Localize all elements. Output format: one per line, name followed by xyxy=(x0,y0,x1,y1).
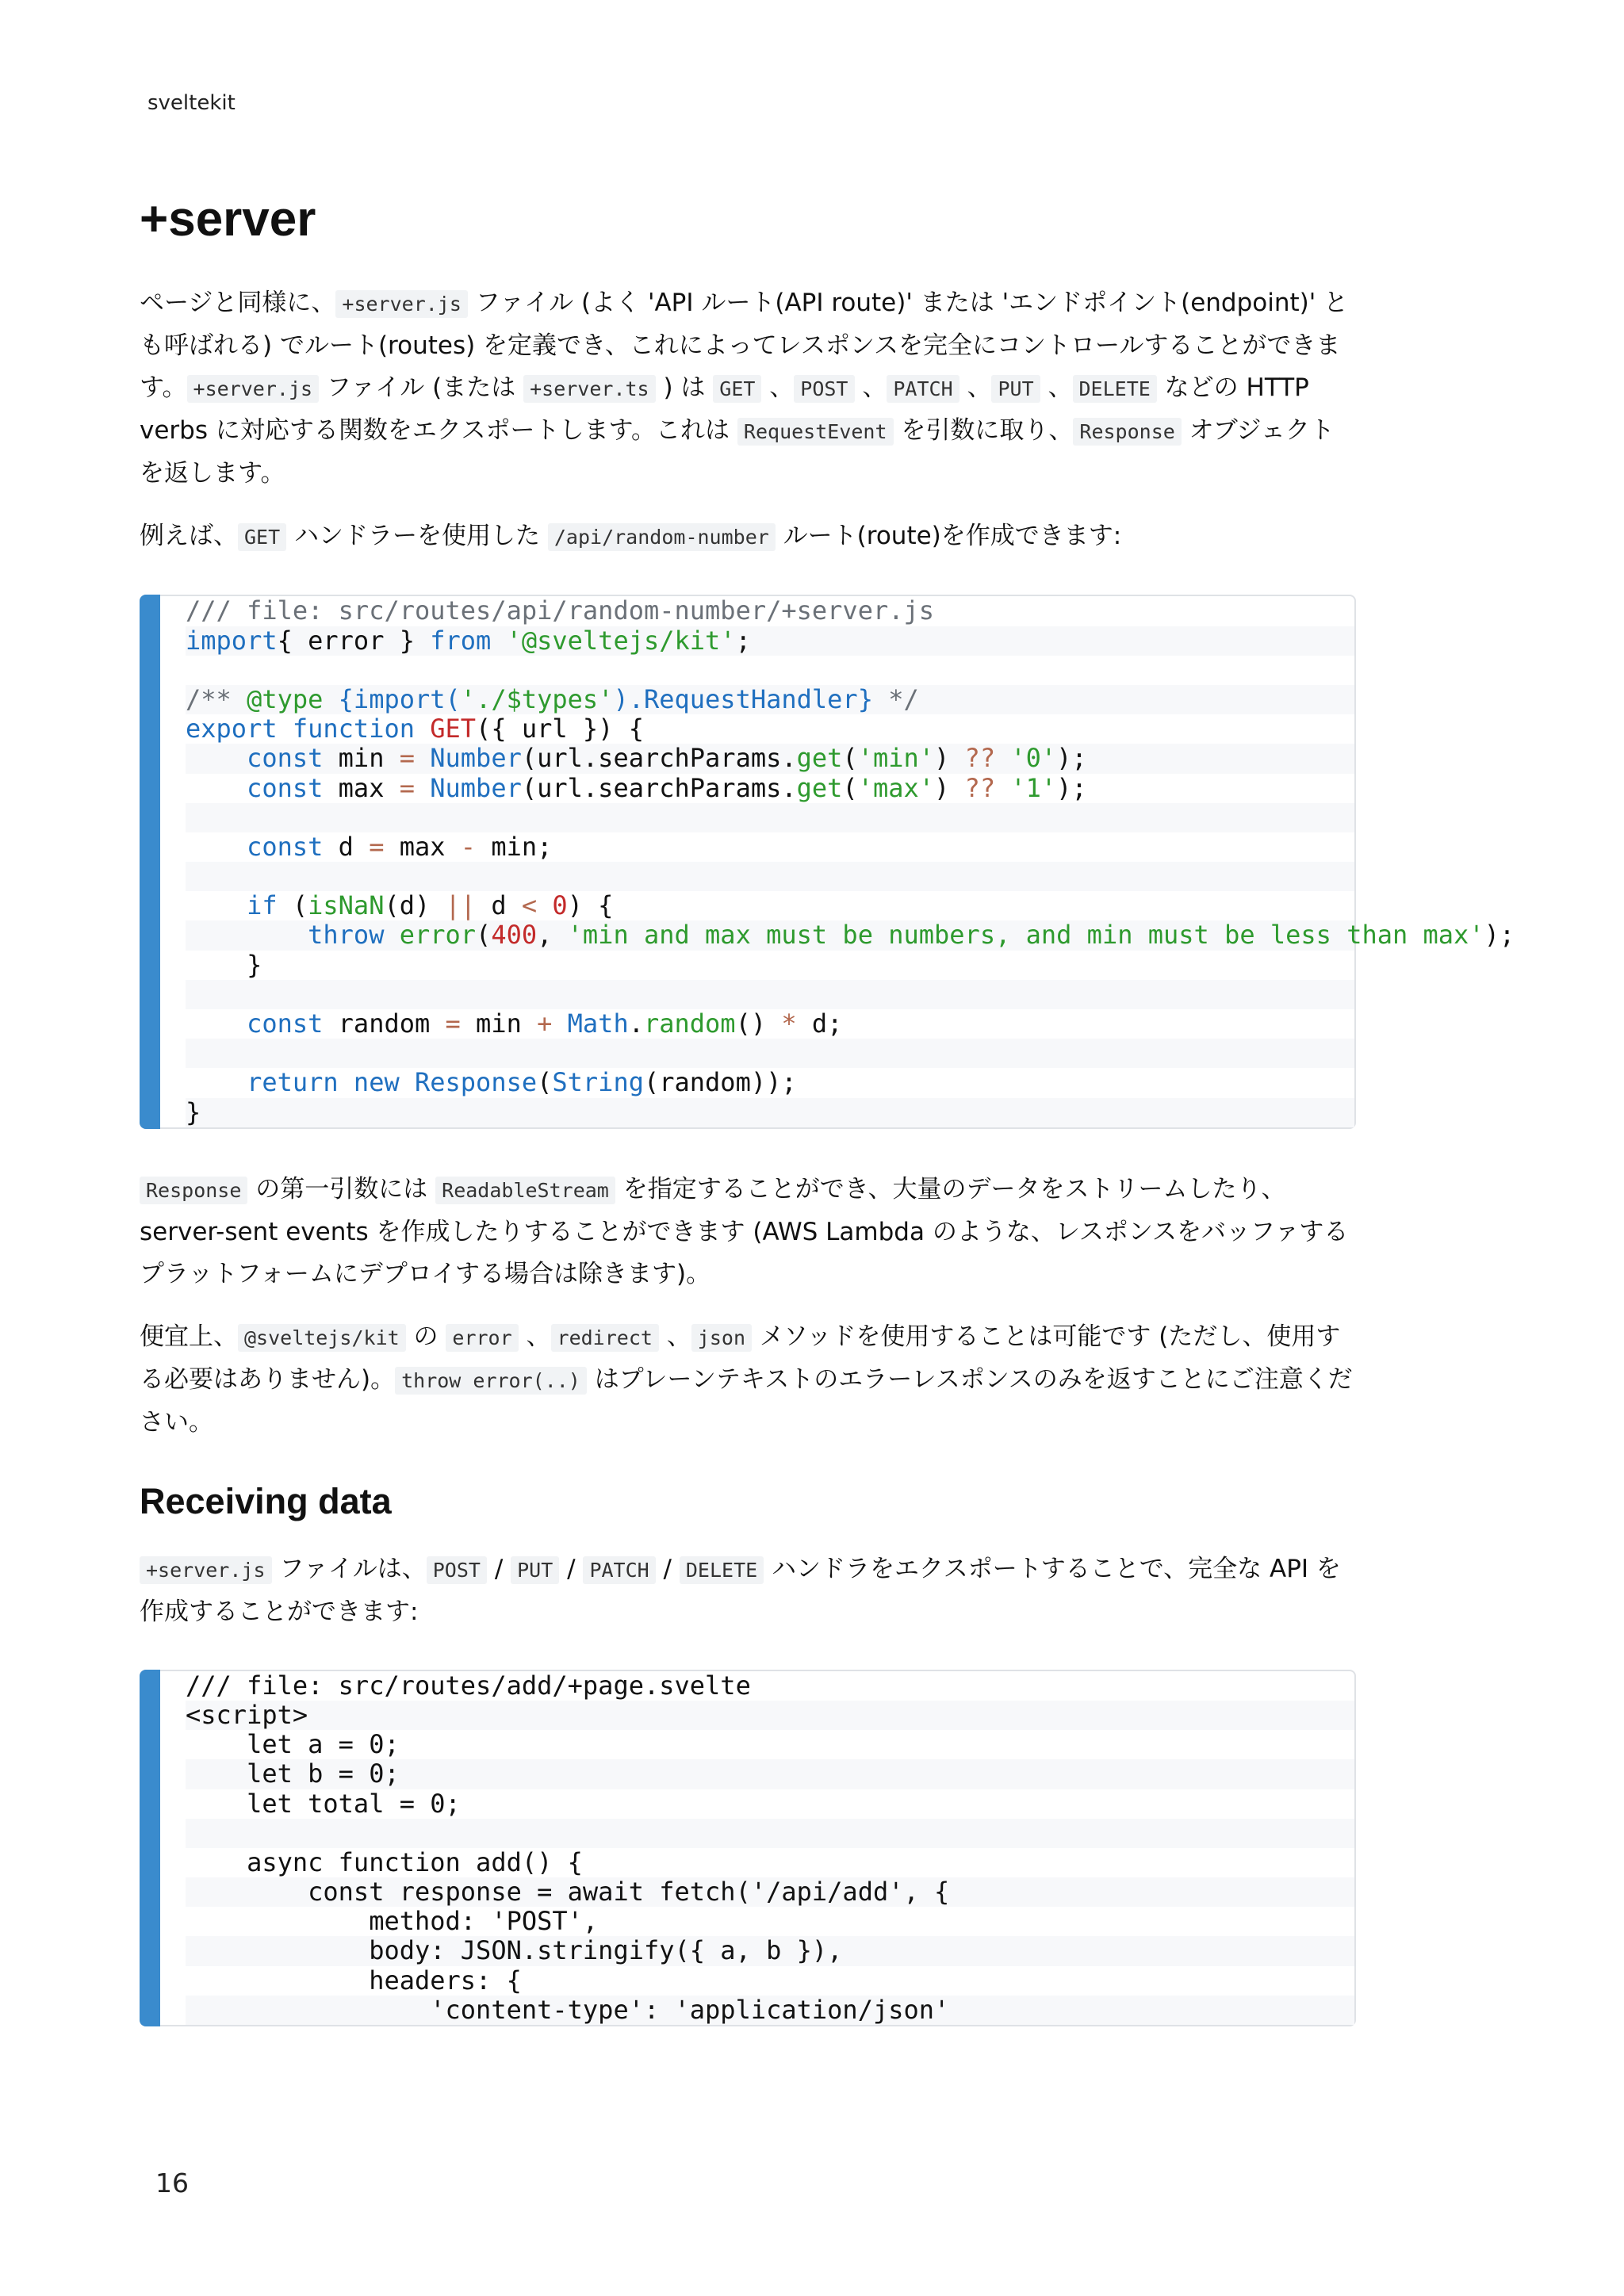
code-line: const random = min + Math.random() * d; xyxy=(247,1008,843,1039)
page-title: +server xyxy=(140,192,316,247)
code-line: async function add() { xyxy=(186,1846,583,1877)
code-line: <script> xyxy=(186,1701,1354,1730)
inline-code: Response xyxy=(1073,418,1181,446)
code-accent-bar xyxy=(140,1670,160,2026)
response-paragraph: Response の第一引数には ReadableStream を指定することができ、大量のデータをストリームしたり、server-sent events を作成したりすることができます (AWS Lambda のような、レスポンスをバッファするプラットフォームにデプロイする場合は除きます)。 xyxy=(140,1174,1349,1288)
code-block-server[interactable] xyxy=(140,595,1515,1128)
inline-code: redirect xyxy=(551,1324,659,1352)
code-line: method: 'POST', xyxy=(186,1906,599,1937)
inline-code: PUT xyxy=(511,1556,559,1584)
code-line: } xyxy=(186,1098,1354,1127)
code-block-page-svelte[interactable] xyxy=(140,1670,1356,2026)
intro-paragraph: ページと同様に、 +server.js ファイル (よく 'API ルート(API route)' または 'エンドポイント(endpoint)' とも呼ばれる) でルート(routes) を定義でき、これによってレスポンスを完全にコントロールすることができます。 +server.js ファイル (または +server.ts ) は GET 、 POST 、 PATCH 、 PUT 、 DELETE などの HTTP verbs に対応する関数をエクスポートします。これは RequestEvent を引数に取り、 Response オブジェクトを返します。 xyxy=(140,289,1349,488)
inline-code: GET xyxy=(713,375,761,403)
code-line: if (isNaN(d) || d < 0) { xyxy=(247,890,614,921)
section-heading: Receiving data xyxy=(140,1480,392,1521)
inline-code: PUT xyxy=(991,375,1040,403)
inline-code: +server.ts xyxy=(523,375,656,403)
code-line: const response = await fetch('/api/add', { xyxy=(186,1877,1354,1907)
page-number: 16 xyxy=(155,2168,189,2198)
code-line xyxy=(186,803,1354,832)
code-line: /// file: src/routes/api/random-number/+server.js xyxy=(186,595,935,626)
inline-code: error xyxy=(446,1324,518,1352)
code-content xyxy=(141,595,1515,1127)
running-header: sveltekit xyxy=(147,91,236,115)
inline-code: +server.js xyxy=(335,290,468,318)
code-line: export function GET({ url }) { xyxy=(186,714,644,744)
code-line: const max = Number(url.searchParams.get('max') ?? '1'); xyxy=(247,772,1087,803)
inline-code: /api/random-number xyxy=(548,523,776,551)
code-line: throw error(400, 'min and max must be numbers, and min must be less than max'); xyxy=(186,920,1354,950)
code-line xyxy=(186,1819,1354,1848)
code-line xyxy=(186,862,1354,891)
inline-code: POST xyxy=(427,1556,487,1584)
code-line: let total = 0; xyxy=(186,1788,461,1819)
inline-code: PATCH xyxy=(583,1556,655,1584)
receiving-paragraph: +server.js ファイルは、 POST / PUT / PATCH / DELETE ハンドラをエクスポートすることで、完全な API を作成することができます: xyxy=(140,1554,1341,1626)
code-line xyxy=(186,656,1354,685)
inline-code: @sveltejs/kit xyxy=(238,1324,406,1352)
code-line xyxy=(186,980,1354,1009)
code-line: 'content-type': 'application/json' xyxy=(186,1996,1354,2025)
code-line: /// file: src/routes/add/+page.svelte xyxy=(186,1670,751,1701)
inline-code: POST xyxy=(794,375,854,403)
code-line: const min = Number(url.searchParams.get('min') ?? '0'); xyxy=(186,744,1354,773)
code-line: body: JSON.stringify({ a, b }), xyxy=(186,1936,1354,1965)
inline-code: json xyxy=(691,1324,752,1352)
code-line: headers: { xyxy=(186,1965,522,1996)
inline-code: ReadableStream xyxy=(435,1177,615,1204)
inline-code: +server.js xyxy=(140,1556,272,1584)
example-paragraph: 例えば、 GET ハンドラーを使用した /api/random-number ルート(route)を作成できます: xyxy=(140,522,1122,551)
inline-code: RequestEvent xyxy=(737,418,894,446)
inline-code: +server.js xyxy=(187,375,320,403)
inline-code: GET xyxy=(238,523,286,551)
code-line xyxy=(186,1039,1354,1068)
inline-code: DELETE xyxy=(1073,375,1157,403)
code-line: const d = max - min; xyxy=(247,831,553,862)
code-accent-bar xyxy=(140,595,160,1128)
page-content xyxy=(140,190,1515,2066)
inline-code: throw error(..) xyxy=(395,1367,587,1395)
inline-code: PATCH xyxy=(887,375,959,403)
code-content xyxy=(141,1671,1354,2025)
code-line: let a = 0; xyxy=(186,1729,400,1760)
code-line: } xyxy=(186,949,262,980)
code-line: /** @type {import('./$types').RequestHandler} */ xyxy=(186,685,1354,714)
code-line: let b = 0; xyxy=(186,1759,1354,1789)
convenience-paragraph: 便宜上、 @sveltejs/kit の error 、 redirect 、 json メソッドを使用することは可能です (ただし、使用する必要はありません)。 throw error(..) はプレーンテキストのエラーレスポンスのみを返すことにご注意ください。 xyxy=(140,1322,1353,1437)
code-line: return new Response(String(random)); xyxy=(247,1067,797,1098)
inline-code: DELETE xyxy=(680,1556,764,1584)
inline-code: Response xyxy=(140,1177,247,1204)
code-line: import{ error } from '@sveltejs/kit'; xyxy=(186,626,1354,656)
